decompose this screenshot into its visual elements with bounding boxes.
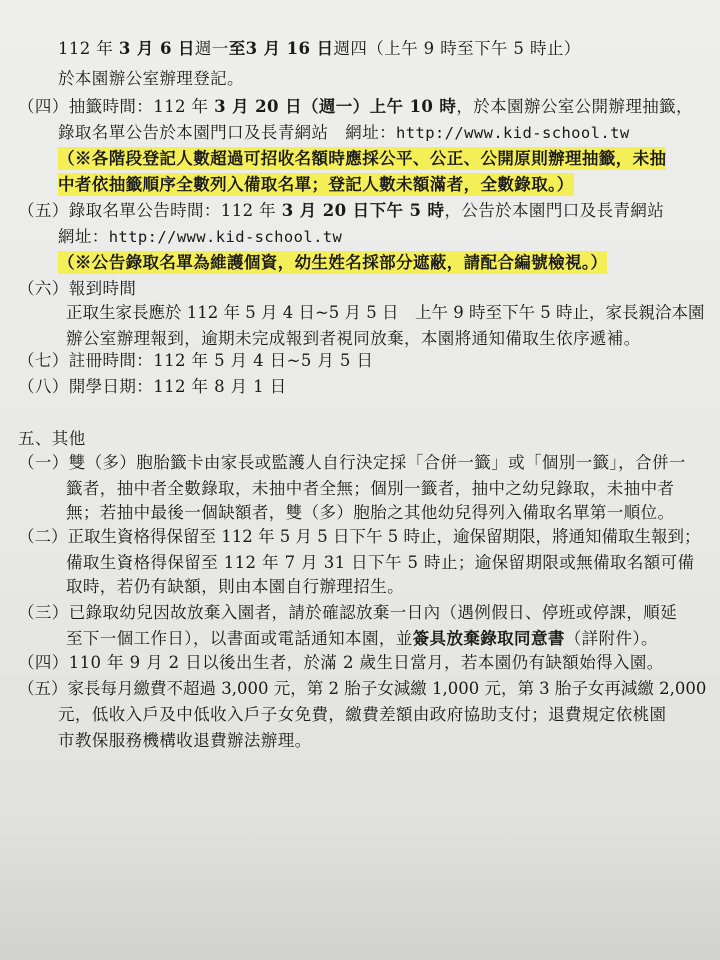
reservation-rule-line-3 — [66, 576, 706, 598]
reservation-rule-line-2 — [66, 552, 706, 574]
text-segment: （六）報到時間 — [18, 279, 137, 298]
withdrawal-rule-line-1 — [18, 602, 708, 624]
text-segment: 取時，若仍有缺額，則由本園自行辦理招生。 — [66, 577, 404, 596]
fee-rule-line-2 — [58, 704, 708, 726]
fee-rule-line-1 — [18, 678, 708, 700]
twins-rule-line-3 — [66, 502, 706, 524]
text-segment: ，公告於本園門口及長青網站 — [444, 201, 665, 220]
admission-list-url-line — [58, 226, 708, 248]
highlighted-text: （※各階段登記人數超過可招收名額時應採公平、公正、公開原則辦理抽籤，未抽 — [58, 149, 667, 168]
school-start-date-line — [18, 376, 618, 398]
text-segment: 3 月 6 日 — [118, 39, 195, 58]
privacy-note-highlight — [58, 252, 708, 274]
text-segment: 市教保服務機構收退費辦法辦理。 — [58, 731, 312, 750]
text-segment: 錄取名單公告於本園門口及長青網站 網址： — [58, 123, 396, 142]
highlighted-text: 中者依抽籤順序全數列入備取名單；登記人數未額滿者，全數錄取。） — [58, 175, 574, 194]
birthdate-rule-line — [18, 652, 708, 674]
check-in-detail-line-1 — [66, 302, 706, 324]
paper-shadow — [0, 810, 720, 960]
admission-list-time-line — [18, 200, 708, 222]
text-segment: 至 — [228, 39, 246, 58]
text-segment: （五）家長每月繳費不超過 3,000 元，第 2 胎子女減繳 1,000 元，第 3 胎子女再減繳 2,000 — [18, 679, 707, 698]
registration-location-line — [58, 68, 698, 90]
text-segment: 週一 — [194, 39, 229, 58]
text-segment: 網址： — [58, 227, 109, 246]
text-segment: 籤者，抽中者全數錄取，未抽中者全無；個別一籤者，抽中之幼兒錄取，未抽中者 — [66, 479, 675, 498]
text-segment: 112 年 — [58, 39, 119, 58]
text-segment: 週四（上午 9 時至下午 5 時止） — [333, 39, 581, 58]
lottery-note-highlight-1 — [58, 148, 708, 170]
text-segment: 五、其他 — [18, 429, 86, 448]
lottery-announce-line — [58, 122, 708, 144]
text-segment: （八）開學日期：112 年 8 月 1 日 — [18, 377, 287, 396]
text-segment: （四）110 年 9 月 2 日以後出生者，於滿 2 歲生日當月，若本園仍有缺額始得入園。 — [18, 653, 664, 672]
text-segment: （二）正取生資格得保留至 112 年 5 月 5 日下午 5 時止，逾保留期限，將通知備取生報到； — [18, 527, 701, 546]
enrollment-time-line — [18, 350, 618, 372]
lottery-note-highlight-2 — [58, 174, 708, 196]
text-segment: 3 月 16 日 — [245, 39, 334, 58]
section-five-heading — [18, 428, 318, 450]
text-segment: 無；若抽中最後一個缺額者，雙（多）胞胎之其他幼兒得列入備取名單第一順位。 — [66, 503, 675, 522]
text-segment: （七）註冊時間：112 年 5 月 4 日~5 月 5 日 — [18, 351, 374, 370]
lottery-time-line — [18, 96, 708, 118]
text-segment: 簽具放棄錄取同意書 — [412, 629, 565, 648]
withdrawal-rule-line-2 — [66, 628, 706, 650]
text-segment: 正取生家長應於 112 年 5 月 4 日~5 月 5 日 上午 9 時至下午 5 時止，家長親洽本園 — [66, 303, 705, 322]
reservation-rule-line-1 — [18, 526, 708, 548]
text-segment: （一）雙（多）胞胎籤卡由家長或監護人自行決定採「合併一籤」或「個別一籤」，合併一 — [18, 453, 686, 472]
fee-rule-line-3 — [58, 730, 708, 752]
text-segment: 辦公室辦理報到，逾期未完成報到者視同放棄，本園將通知備取生依序遞補。 — [66, 329, 641, 348]
highlighted-text: （※公告錄取名單為維護個資，幼生姓名採部分遮蔽，請配合編號檢視。） — [58, 253, 608, 272]
text-segment: 元，低收入戶及中低收入戶子女免費，繳費差額由政府協助支付；退費規定依桃園 — [58, 705, 667, 724]
text-segment: 3 月 20 日（週一）上午 10 時 — [214, 97, 457, 116]
text-segment: 至下一個工作日），以書面或電話通知本園，並 — [66, 629, 413, 648]
twins-rule-line-1 — [18, 452, 708, 474]
check-in-heading — [18, 278, 318, 300]
text-segment: （四）抽籤時間：112 年 — [18, 97, 215, 116]
website-url: http://www.kid-school.tw — [396, 124, 630, 142]
check-in-detail-line-2 — [66, 328, 706, 350]
text-segment: 於本園辦公室辦理登記。 — [58, 69, 244, 88]
text-segment: ，於本園辦公室公開辦理抽籤， — [456, 97, 693, 116]
text-segment: 備取生資格得保留至 112 年 7 月 31 日下午 5 時止；逾保留期限或無備取名額可備 — [66, 553, 695, 572]
registration-dates-line — [58, 38, 698, 60]
text-segment: （詳附件）。 — [564, 629, 658, 648]
text-segment: 3 月 20 日下午 5 時 — [281, 201, 445, 220]
website-url: http://www.kid-school.tw — [108, 228, 343, 246]
text-segment: （五）錄取名單公告時間：112 年 — [18, 201, 282, 220]
twins-rule-line-2 — [66, 478, 706, 500]
text-segment: （三）已錄取幼兒因故放棄入園者，請於確認放棄一日內（遇例假日、停班或停課，順延 — [18, 603, 678, 622]
